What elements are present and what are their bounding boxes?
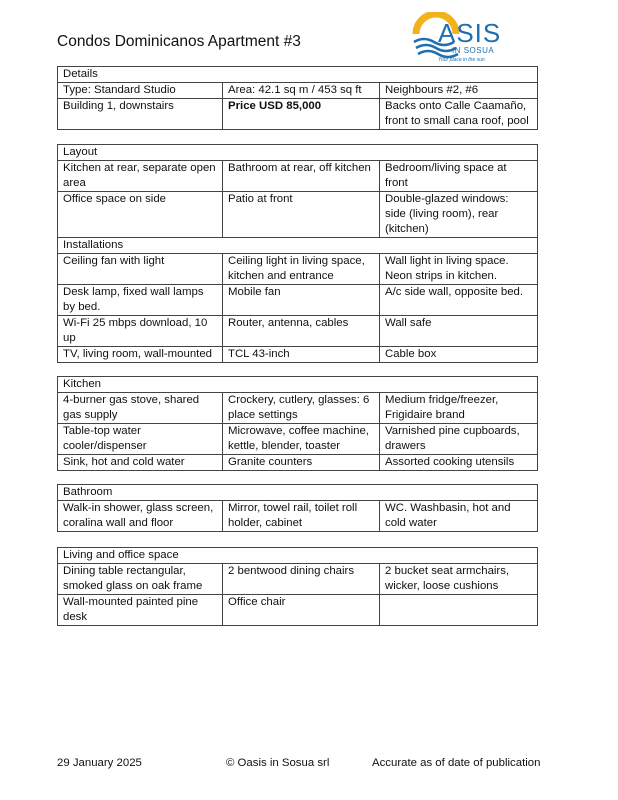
table-cell: Kitchen at rear, separate open area [58,161,223,192]
table-cell: Cable box [380,347,538,363]
footer-note: Accurate as of date of publication [372,757,541,769]
table-cell: Mirror, towel rail, toilet roll holder, cabinet [223,501,380,532]
table-cell: Type: Standard Studio [58,83,223,99]
section-heading: Details [58,67,538,83]
table-cell: Office chair [223,595,380,626]
table-cell: Dining table rectangular, smoked glass on oak frame [58,564,223,595]
table-cell: Table-top water cooler/dispenser [58,424,223,455]
table-cell: Office space on side [58,192,223,238]
table-cell: Double-glazed windows: side (living room), rear (kitchen) [380,192,538,238]
price-cell: Price USD 85,000 [223,99,380,130]
kitchen-table [57,376,538,471]
table-cell: Granite counters [223,455,380,471]
oasis-logo [412,12,537,68]
table-cell: Walk-in shower, glass screen, coralina wall and floor [58,501,223,532]
table-cell: 2 bucket seat armchairs, wicker, loose cushions [380,564,538,595]
table-cell: Mobile fan [223,285,380,316]
table-cell: Area: 42.1 sq m / 453 sq ft [223,83,380,99]
living-office-table [57,547,538,626]
section-heading: Bathroom [58,485,538,501]
installations-table [57,237,538,363]
table-cell: Microwave, coffee machine, kettle, blender, toaster [223,424,380,455]
table-cell: Crockery, cutlery, glasses: 6 place settings [223,393,380,424]
footer-copyright: © Oasis in Sosua srl [226,757,330,769]
page-title: Condos Dominicanos Apartment #3 [57,33,301,50]
section-heading: Installations [58,238,538,254]
table-cell: Neighbours #2, #6 [380,83,538,99]
table-cell: Bedroom/living space at front [380,161,538,192]
table-cell: Desk lamp, fixed wall lamps by bed. [58,285,223,316]
table-cell: TV, living room, wall-mounted [58,347,223,363]
layout-table [57,144,538,238]
table-cell: Assorted cooking utensils [380,455,538,471]
table-cell: Wall safe [380,316,538,347]
table-cell: Wi-Fi 25 mbps download, 10 up [58,316,223,347]
table-cell: Wall light in living space. Neon strips in kitchen. [380,254,538,285]
section-heading: Layout [58,145,538,161]
table-cell: Bathroom at rear, off kitchen [223,161,380,192]
footer-date: 29 January 2025 [57,757,142,769]
table-cell: A/c side wall, opposite bed. [380,285,538,316]
table-cell: Ceiling light in living space, kitchen and entrance [223,254,380,285]
table-cell: Varnished pine cupboards, drawers [380,424,538,455]
details-table [57,66,538,130]
logo-subtitle: IN SOSUA [452,46,495,55]
logo-wordmark: ASIS [438,18,502,48]
table-cell: WC. Washbasin, hot and cold water [380,501,538,532]
section-heading: Kitchen [58,377,538,393]
table-cell: Wall-mounted painted pine desk [58,595,223,626]
logo-tagline: Your place in the sun [438,57,485,63]
table-cell: Ceiling fan with light [58,254,223,285]
table-cell: 4-burner gas stove, shared gas supply [58,393,223,424]
bathroom-table [57,484,538,532]
table-cell: Backs onto Calle Caamaño, front to small cana roof, pool [380,99,538,130]
table-cell [380,595,538,626]
table-cell: Building 1, downstairs [58,99,223,130]
table-cell: Patio at front [223,192,380,238]
table-cell: Router, antenna, cables [223,316,380,347]
table-cell: Medium fridge/freezer, Frigidaire brand [380,393,538,424]
table-cell: Sink, hot and cold water [58,455,223,471]
table-cell: TCL 43-inch [223,347,380,363]
section-heading: Living and office space [58,548,538,564]
table-cell: 2 bentwood dining chairs [223,564,380,595]
